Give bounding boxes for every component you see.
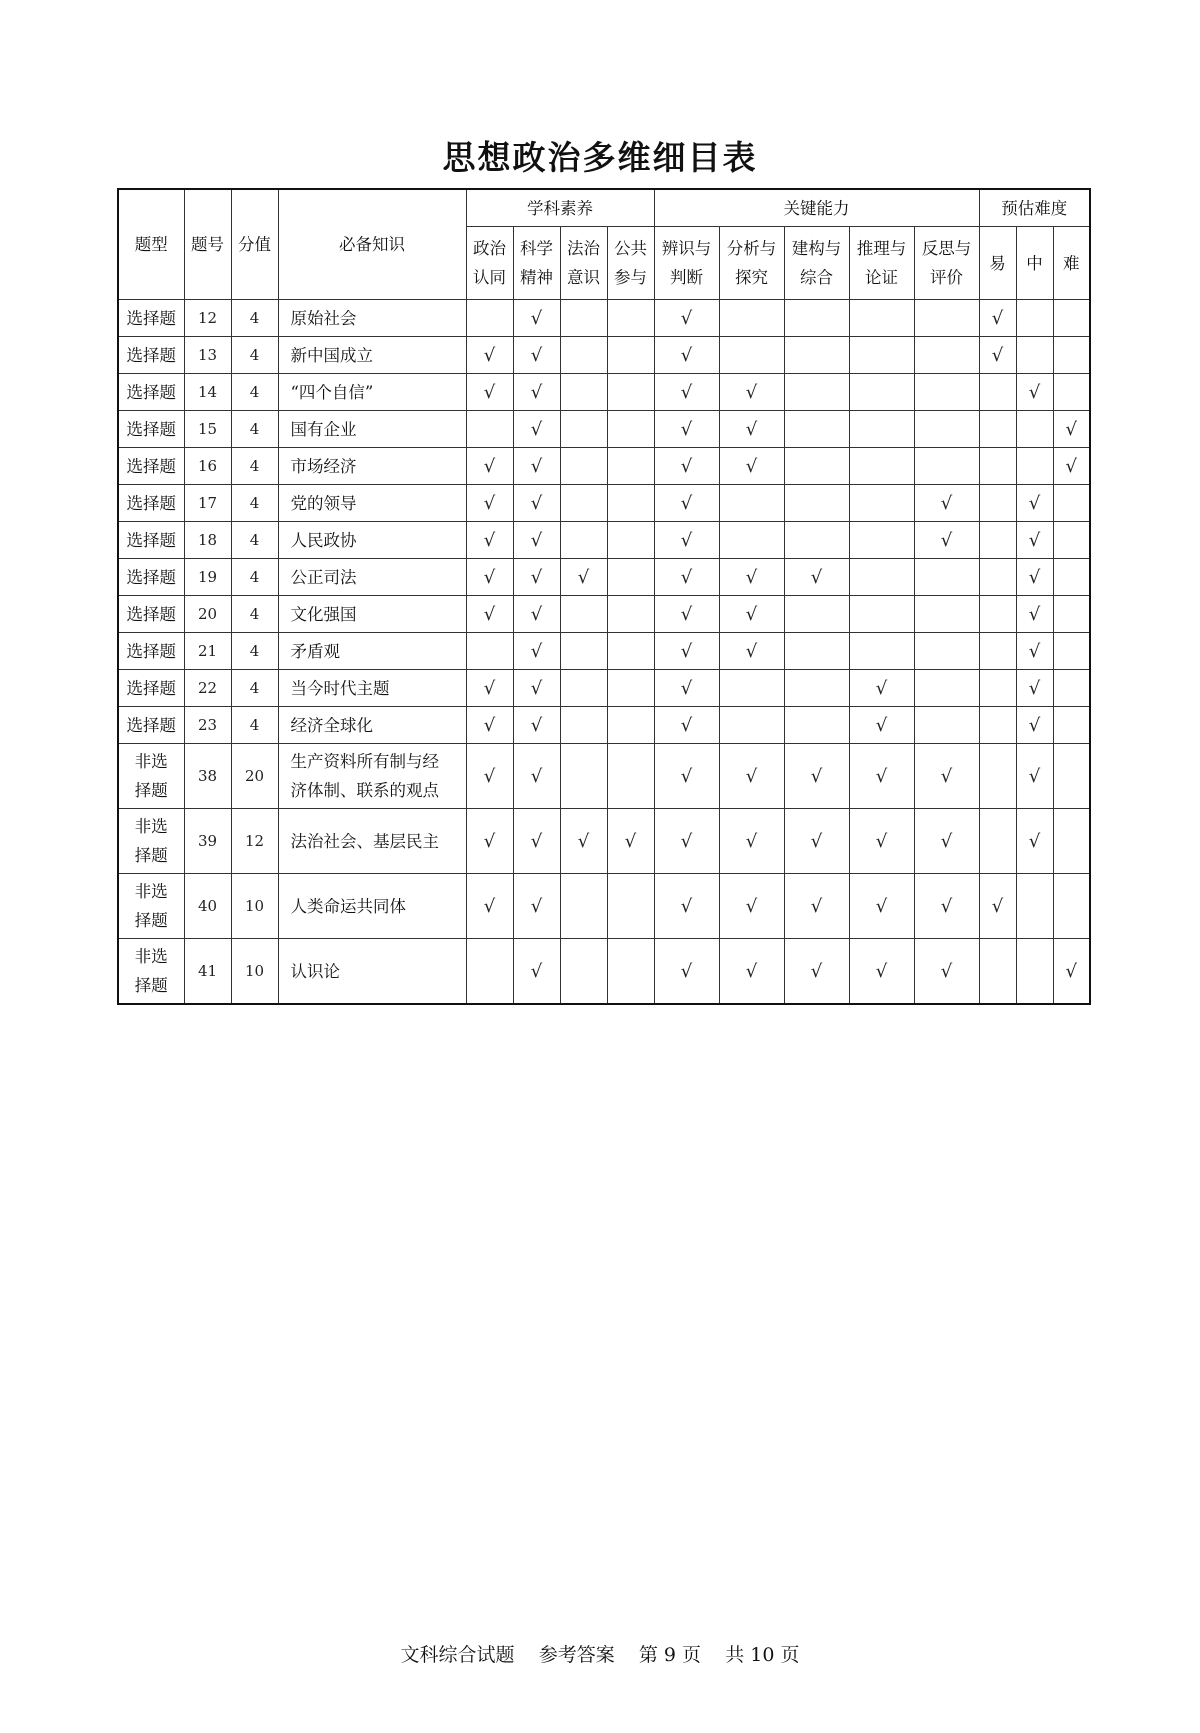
question-score-cell: 4 <box>231 411 278 448</box>
empty-cell <box>914 707 979 744</box>
knowledge-cell: 人类命运共同体 <box>278 874 466 939</box>
empty-cell <box>979 744 1016 809</box>
check-mark-cell: √ <box>654 874 719 939</box>
question-number-cell: 13 <box>184 337 231 374</box>
question-number-cell: 19 <box>184 559 231 596</box>
empty-cell <box>560 707 607 744</box>
check-mark-cell: √ <box>849 744 914 809</box>
check-mark-cell: √ <box>560 809 607 874</box>
empty-cell <box>1053 874 1090 939</box>
check-mark-cell: √ <box>654 809 719 874</box>
check-mark-cell: √ <box>654 522 719 559</box>
check-mark-cell: √ <box>1016 707 1053 744</box>
question-type-cell: 选择题 <box>118 633 184 670</box>
empty-cell <box>914 559 979 596</box>
check-mark-cell: √ <box>719 448 784 485</box>
check-mark-cell: √ <box>466 809 513 874</box>
empty-cell <box>979 809 1016 874</box>
empty-cell <box>719 670 784 707</box>
empty-cell <box>979 670 1016 707</box>
empty-cell <box>719 300 784 337</box>
empty-cell <box>979 522 1016 559</box>
empty-cell <box>607 939 654 1005</box>
question-number-cell: 22 <box>184 670 231 707</box>
table-row <box>118 559 1090 596</box>
question-score-cell: 4 <box>231 485 278 522</box>
knowledge-cell: 市场经济 <box>278 448 466 485</box>
header-number: 题号 <box>184 189 231 300</box>
check-mark-cell: √ <box>654 939 719 1005</box>
empty-cell <box>607 411 654 448</box>
empty-cell <box>784 337 849 374</box>
empty-cell <box>784 300 849 337</box>
header-literacy-col: 政治 认同 <box>466 227 513 300</box>
check-mark-cell: √ <box>719 633 784 670</box>
empty-cell <box>914 633 979 670</box>
empty-cell <box>914 670 979 707</box>
question-type-cell: 非选 择题 <box>118 939 184 1005</box>
check-mark-cell: √ <box>513 559 560 596</box>
question-score-cell: 4 <box>231 374 278 411</box>
question-type-cell: 选择题 <box>118 559 184 596</box>
table-row <box>118 707 1090 744</box>
check-mark-cell: √ <box>513 596 560 633</box>
question-score-cell: 10 <box>231 874 278 939</box>
table-row <box>118 485 1090 522</box>
question-type-cell: 选择题 <box>118 485 184 522</box>
question-type-cell: 选择题 <box>118 670 184 707</box>
check-mark-cell: √ <box>513 939 560 1005</box>
empty-cell <box>849 411 914 448</box>
question-score-cell: 12 <box>231 809 278 874</box>
header-knowledge: 必备知识 <box>278 189 466 300</box>
knowledge-cell: 人民政协 <box>278 522 466 559</box>
empty-cell <box>560 300 607 337</box>
empty-cell <box>849 485 914 522</box>
check-mark-cell: √ <box>849 670 914 707</box>
check-mark-cell: √ <box>513 633 560 670</box>
empty-cell <box>784 448 849 485</box>
check-mark-cell: √ <box>654 559 719 596</box>
check-mark-cell: √ <box>654 300 719 337</box>
empty-cell <box>1016 337 1053 374</box>
question-type-cell: 非选 择题 <box>118 874 184 939</box>
question-score-cell: 4 <box>231 633 278 670</box>
question-score-cell: 4 <box>231 670 278 707</box>
empty-cell <box>560 874 607 939</box>
check-mark-cell: √ <box>513 485 560 522</box>
question-score-cell: 4 <box>231 522 278 559</box>
table-row <box>118 374 1090 411</box>
empty-cell <box>607 374 654 411</box>
empty-cell <box>979 411 1016 448</box>
header-ability-col: 反思与 评价 <box>914 227 979 300</box>
empty-cell <box>1053 633 1090 670</box>
check-mark-cell: √ <box>979 337 1016 374</box>
empty-cell <box>1053 809 1090 874</box>
question-score-cell: 4 <box>231 448 278 485</box>
check-mark-cell: √ <box>979 874 1016 939</box>
check-mark-cell: √ <box>654 374 719 411</box>
knowledge-cell: 新中国成立 <box>278 337 466 374</box>
empty-cell <box>607 300 654 337</box>
check-mark-cell: √ <box>1016 522 1053 559</box>
header-ability-col: 分析与 探究 <box>719 227 784 300</box>
question-number-cell: 41 <box>184 939 231 1005</box>
check-mark-cell: √ <box>784 809 849 874</box>
question-type-cell: 选择题 <box>118 522 184 559</box>
empty-cell <box>607 596 654 633</box>
empty-cell <box>560 337 607 374</box>
empty-cell <box>560 522 607 559</box>
table-row <box>118 939 1090 1005</box>
question-number-cell: 40 <box>184 874 231 939</box>
knowledge-cell: 公正司法 <box>278 559 466 596</box>
empty-cell <box>914 448 979 485</box>
check-mark-cell: √ <box>513 707 560 744</box>
knowledge-cell: 国有企业 <box>278 411 466 448</box>
check-mark-cell: √ <box>654 485 719 522</box>
empty-cell <box>1053 596 1090 633</box>
question-number-cell: 14 <box>184 374 231 411</box>
check-mark-cell: √ <box>654 707 719 744</box>
empty-cell <box>560 939 607 1005</box>
header-difficulty-col: 中 <box>1016 227 1053 300</box>
table-row <box>118 809 1090 874</box>
knowledge-cell: 原始社会 <box>278 300 466 337</box>
question-score-cell: 4 <box>231 596 278 633</box>
empty-cell <box>560 633 607 670</box>
check-mark-cell: √ <box>513 809 560 874</box>
empty-cell <box>719 485 784 522</box>
empty-cell <box>607 744 654 809</box>
question-type-cell: 选择题 <box>118 596 184 633</box>
empty-cell <box>784 485 849 522</box>
check-mark-cell: √ <box>1016 670 1053 707</box>
question-number-cell: 23 <box>184 707 231 744</box>
header-group-literacy: 学科素养 <box>466 189 654 227</box>
question-number-cell: 20 <box>184 596 231 633</box>
question-type-cell: 选择题 <box>118 707 184 744</box>
question-type-cell: 选择题 <box>118 374 184 411</box>
check-mark-cell: √ <box>513 448 560 485</box>
check-mark-cell: √ <box>607 809 654 874</box>
check-mark-cell: √ <box>466 448 513 485</box>
knowledge-cell: 法治社会、基层民主 <box>278 809 466 874</box>
empty-cell <box>607 633 654 670</box>
table-row <box>118 596 1090 633</box>
header-literacy-col: 公共 参与 <box>607 227 654 300</box>
header-ability-col: 推理与 论证 <box>849 227 914 300</box>
question-score-cell: 4 <box>231 300 278 337</box>
check-mark-cell: √ <box>466 522 513 559</box>
check-mark-cell: √ <box>979 300 1016 337</box>
specification-table <box>117 188 1091 1005</box>
check-mark-cell: √ <box>513 670 560 707</box>
table-row <box>118 874 1090 939</box>
empty-cell <box>1053 300 1090 337</box>
question-number-cell: 17 <box>184 485 231 522</box>
check-mark-cell: √ <box>914 485 979 522</box>
check-mark-cell: √ <box>719 744 784 809</box>
empty-cell <box>784 411 849 448</box>
empty-cell <box>466 939 513 1005</box>
question-number-cell: 18 <box>184 522 231 559</box>
check-mark-cell: √ <box>513 300 560 337</box>
empty-cell <box>607 670 654 707</box>
check-mark-cell: √ <box>914 874 979 939</box>
check-mark-cell: √ <box>1016 485 1053 522</box>
empty-cell <box>466 411 513 448</box>
check-mark-cell: √ <box>513 744 560 809</box>
check-mark-cell: √ <box>914 744 979 809</box>
empty-cell <box>1053 522 1090 559</box>
header-literacy-col: 法治 意识 <box>560 227 607 300</box>
check-mark-cell: √ <box>914 939 979 1005</box>
check-mark-cell: √ <box>784 939 849 1005</box>
check-mark-cell: √ <box>1053 411 1090 448</box>
check-mark-cell: √ <box>1016 809 1053 874</box>
check-mark-cell: √ <box>719 559 784 596</box>
check-mark-cell: √ <box>719 374 784 411</box>
question-score-cell: 20 <box>231 744 278 809</box>
empty-cell <box>849 559 914 596</box>
check-mark-cell: √ <box>513 411 560 448</box>
table-row <box>118 744 1090 809</box>
question-number-cell: 16 <box>184 448 231 485</box>
header-group-difficulty: 预估难度 <box>979 189 1090 227</box>
check-mark-cell: √ <box>513 374 560 411</box>
empty-cell <box>1053 744 1090 809</box>
empty-cell <box>1053 559 1090 596</box>
empty-cell <box>784 633 849 670</box>
table-row <box>118 448 1090 485</box>
empty-cell <box>719 522 784 559</box>
empty-cell <box>979 633 1016 670</box>
empty-cell <box>607 559 654 596</box>
empty-cell <box>466 633 513 670</box>
check-mark-cell: √ <box>784 874 849 939</box>
check-mark-cell: √ <box>513 337 560 374</box>
empty-cell <box>560 670 607 707</box>
table-row <box>118 337 1090 374</box>
check-mark-cell: √ <box>466 670 513 707</box>
check-mark-cell: √ <box>784 559 849 596</box>
check-mark-cell: √ <box>513 874 560 939</box>
question-number-cell: 38 <box>184 744 231 809</box>
question-number-cell: 39 <box>184 809 231 874</box>
empty-cell <box>914 596 979 633</box>
table-row <box>118 633 1090 670</box>
check-mark-cell: √ <box>654 633 719 670</box>
empty-cell <box>1016 411 1053 448</box>
empty-cell <box>607 448 654 485</box>
empty-cell <box>607 707 654 744</box>
empty-cell <box>914 337 979 374</box>
check-mark-cell: √ <box>719 809 784 874</box>
table-row <box>118 411 1090 448</box>
check-mark-cell: √ <box>466 374 513 411</box>
empty-cell <box>914 300 979 337</box>
check-mark-cell: √ <box>654 670 719 707</box>
empty-cell <box>784 522 849 559</box>
empty-cell <box>849 633 914 670</box>
check-mark-cell: √ <box>1016 374 1053 411</box>
empty-cell <box>979 485 1016 522</box>
check-mark-cell: √ <box>914 809 979 874</box>
empty-cell <box>979 374 1016 411</box>
empty-cell <box>849 300 914 337</box>
empty-cell <box>1053 707 1090 744</box>
knowledge-cell: 经济全球化 <box>278 707 466 744</box>
empty-cell <box>784 596 849 633</box>
check-mark-cell: √ <box>719 411 784 448</box>
check-mark-cell: √ <box>1016 596 1053 633</box>
empty-cell <box>914 374 979 411</box>
check-mark-cell: √ <box>560 559 607 596</box>
knowledge-cell: 党的领导 <box>278 485 466 522</box>
check-mark-cell: √ <box>654 337 719 374</box>
check-mark-cell: √ <box>1053 448 1090 485</box>
header-type: 题型 <box>118 189 184 300</box>
empty-cell <box>560 374 607 411</box>
check-mark-cell: √ <box>719 596 784 633</box>
question-type-cell: 选择题 <box>118 300 184 337</box>
empty-cell <box>784 374 849 411</box>
empty-cell <box>560 596 607 633</box>
empty-cell <box>979 596 1016 633</box>
empty-cell <box>979 559 1016 596</box>
empty-cell <box>914 411 979 448</box>
check-mark-cell: √ <box>466 874 513 939</box>
knowledge-cell: 矛盾观 <box>278 633 466 670</box>
header-score: 分值 <box>231 189 278 300</box>
check-mark-cell: √ <box>1016 633 1053 670</box>
check-mark-cell: √ <box>1053 939 1090 1005</box>
check-mark-cell: √ <box>513 522 560 559</box>
empty-cell <box>560 485 607 522</box>
empty-cell <box>466 300 513 337</box>
header-difficulty-col: 难 <box>1053 227 1090 300</box>
check-mark-cell: √ <box>784 744 849 809</box>
question-number-cell: 15 <box>184 411 231 448</box>
empty-cell <box>979 448 1016 485</box>
page-footer: 文科综合试题 参考答案 第 9 页 共 10 页 <box>400 1644 800 1666</box>
check-mark-cell: √ <box>849 874 914 939</box>
empty-cell <box>979 707 1016 744</box>
empty-cell <box>560 744 607 809</box>
table-row <box>118 300 1090 337</box>
question-type-cell: 选择题 <box>118 411 184 448</box>
header-difficulty-col: 易 <box>979 227 1016 300</box>
empty-cell <box>719 707 784 744</box>
question-score-cell: 4 <box>231 707 278 744</box>
check-mark-cell: √ <box>466 337 513 374</box>
check-mark-cell: √ <box>466 744 513 809</box>
check-mark-cell: √ <box>914 522 979 559</box>
empty-cell <box>607 485 654 522</box>
empty-cell <box>1053 670 1090 707</box>
empty-cell <box>1053 337 1090 374</box>
check-mark-cell: √ <box>719 874 784 939</box>
empty-cell <box>560 448 607 485</box>
empty-cell <box>849 522 914 559</box>
page-title: 思想政治多维细目表 <box>442 138 758 177</box>
question-type-cell: 非选 择题 <box>118 809 184 874</box>
check-mark-cell: √ <box>1016 559 1053 596</box>
empty-cell <box>1016 448 1053 485</box>
check-mark-cell: √ <box>466 596 513 633</box>
question-number-cell: 21 <box>184 633 231 670</box>
header-group-ability: 关键能力 <box>654 189 979 227</box>
check-mark-cell: √ <box>654 411 719 448</box>
empty-cell <box>719 337 784 374</box>
table-row <box>118 522 1090 559</box>
question-score-cell: 10 <box>231 939 278 1005</box>
empty-cell <box>979 939 1016 1005</box>
empty-cell <box>1016 300 1053 337</box>
check-mark-cell: √ <box>849 809 914 874</box>
check-mark-cell: √ <box>849 707 914 744</box>
empty-cell <box>784 707 849 744</box>
check-mark-cell: √ <box>466 559 513 596</box>
question-type-cell: 选择题 <box>118 448 184 485</box>
header-ability-col: 建构与 综合 <box>784 227 849 300</box>
empty-cell <box>1016 939 1053 1005</box>
knowledge-cell: 认识论 <box>278 939 466 1005</box>
check-mark-cell: √ <box>654 744 719 809</box>
header-ability-col: 辨识与 判断 <box>654 227 719 300</box>
knowledge-cell: 当今时代主题 <box>278 670 466 707</box>
empty-cell <box>1053 374 1090 411</box>
empty-cell <box>849 374 914 411</box>
empty-cell <box>849 596 914 633</box>
empty-cell <box>1016 874 1053 939</box>
check-mark-cell: √ <box>719 939 784 1005</box>
empty-cell <box>607 874 654 939</box>
check-mark-cell: √ <box>466 485 513 522</box>
question-score-cell: 4 <box>231 337 278 374</box>
check-mark-cell: √ <box>654 448 719 485</box>
question-number-cell: 12 <box>184 300 231 337</box>
empty-cell <box>849 448 914 485</box>
knowledge-cell: 生产资料所有制与经 济体制、联系的观点 <box>278 744 466 809</box>
question-score-cell: 4 <box>231 559 278 596</box>
knowledge-cell: “四个自信” <box>278 374 466 411</box>
empty-cell <box>560 411 607 448</box>
check-mark-cell: √ <box>1016 744 1053 809</box>
header-literacy-col: 科学 精神 <box>513 227 560 300</box>
empty-cell <box>1053 485 1090 522</box>
empty-cell <box>607 522 654 559</box>
table-row <box>118 670 1090 707</box>
question-type-cell: 选择题 <box>118 337 184 374</box>
question-type-cell: 非选 择题 <box>118 744 184 809</box>
check-mark-cell: √ <box>466 707 513 744</box>
empty-cell <box>784 670 849 707</box>
empty-cell <box>849 337 914 374</box>
check-mark-cell: √ <box>654 596 719 633</box>
empty-cell <box>607 337 654 374</box>
check-mark-cell: √ <box>849 939 914 1005</box>
knowledge-cell: 文化强国 <box>278 596 466 633</box>
